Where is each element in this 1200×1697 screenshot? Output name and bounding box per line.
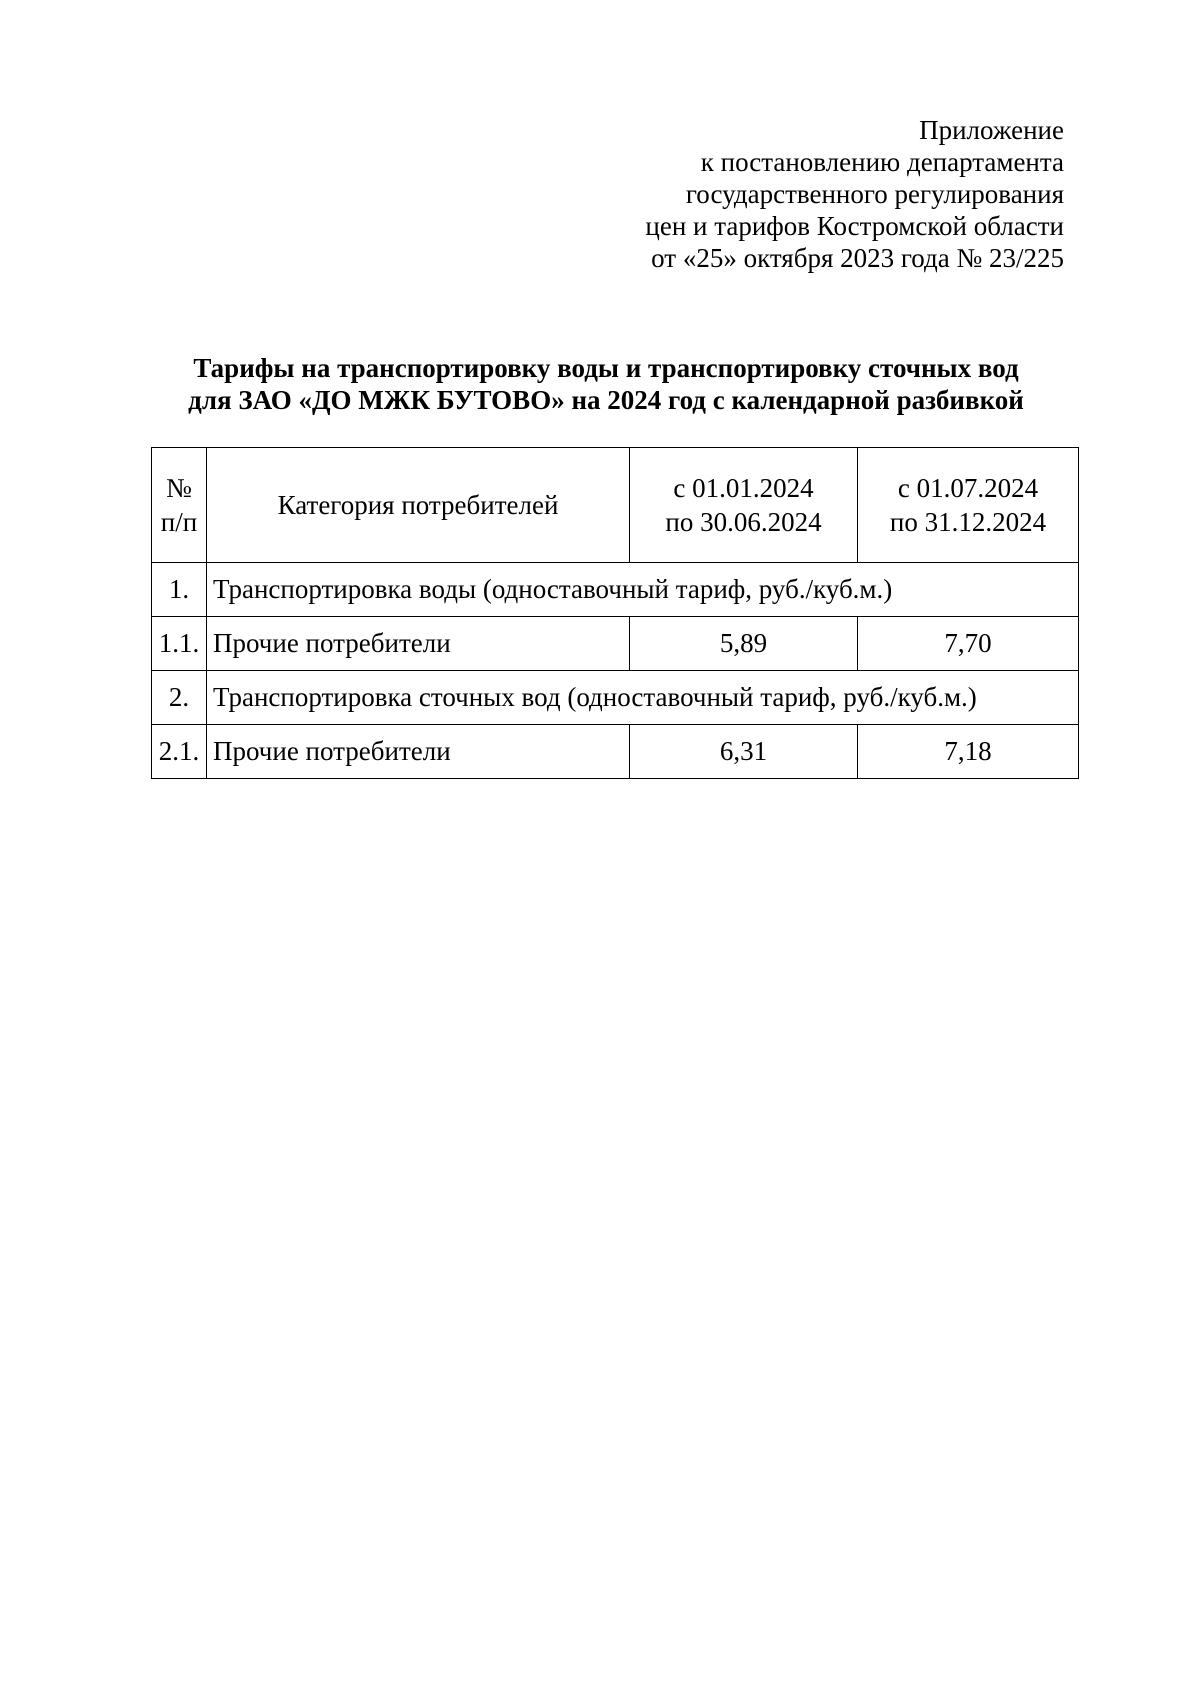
- title-line-1: Тарифы на транспортировку воды и транспортировку сточных вод: [193, 353, 1019, 383]
- row-category: Прочие потребители: [207, 617, 630, 671]
- title-line-2: для ЗАО «ДО МЖК БУТОВО» на 2024 год с календарной разбивкой: [188, 385, 1024, 415]
- row-number: 1.1.: [152, 617, 207, 671]
- header-category: Категория потребителей: [207, 448, 630, 563]
- row-category: Прочие потребители: [207, 725, 630, 779]
- header-period-1-line-1: с 01.01.2024: [673, 473, 814, 503]
- appendix-line: от «25» октября 2023 года № 23/225: [651, 243, 1064, 273]
- appendix-line: цен и тарифов Костромской области: [645, 211, 1064, 241]
- appendix-line: Приложение: [919, 115, 1064, 145]
- appendix-line: государственного регулирования: [685, 179, 1064, 209]
- section-title: Транспортировка воды (одноставочный тариф, руб./куб.м.): [207, 563, 1079, 617]
- table-row: [152, 617, 1079, 671]
- row-number: 2.1.: [152, 725, 207, 779]
- header-period-2: [858, 448, 1079, 563]
- section-row: [152, 671, 1079, 725]
- table-header-row: [152, 448, 1079, 563]
- header-period-2-line-1: с 01.07.2024: [897, 473, 1039, 503]
- header-period-2-line-2: по 31.12.2024: [889, 507, 1047, 537]
- document-title: [150, 352, 1062, 416]
- header-number-line-1: №: [166, 473, 192, 503]
- table-row: [152, 725, 1079, 779]
- section-row: [152, 563, 1079, 617]
- section-title: Транспортировка сточных вод (одноставочный тариф, руб./куб.м.): [207, 671, 1079, 725]
- header-number-line-2: п/п: [160, 507, 198, 537]
- header-period-1-line-2: по 30.06.2024: [665, 507, 822, 537]
- section-number: 1.: [152, 563, 207, 617]
- section-number: 2.: [152, 671, 207, 725]
- row-period-2-value: 7,18: [858, 725, 1079, 779]
- header-number: [152, 448, 207, 563]
- row-period-1-value: 5,89: [630, 617, 858, 671]
- tariffs-table: [151, 447, 1079, 779]
- header-period-1: [630, 448, 858, 563]
- row-period-1-value: 6,31: [630, 725, 858, 779]
- row-period-2-value: 7,70: [858, 617, 1079, 671]
- appendix-block: [645, 114, 1064, 274]
- appendix-line: к постановлению департамента: [700, 147, 1064, 177]
